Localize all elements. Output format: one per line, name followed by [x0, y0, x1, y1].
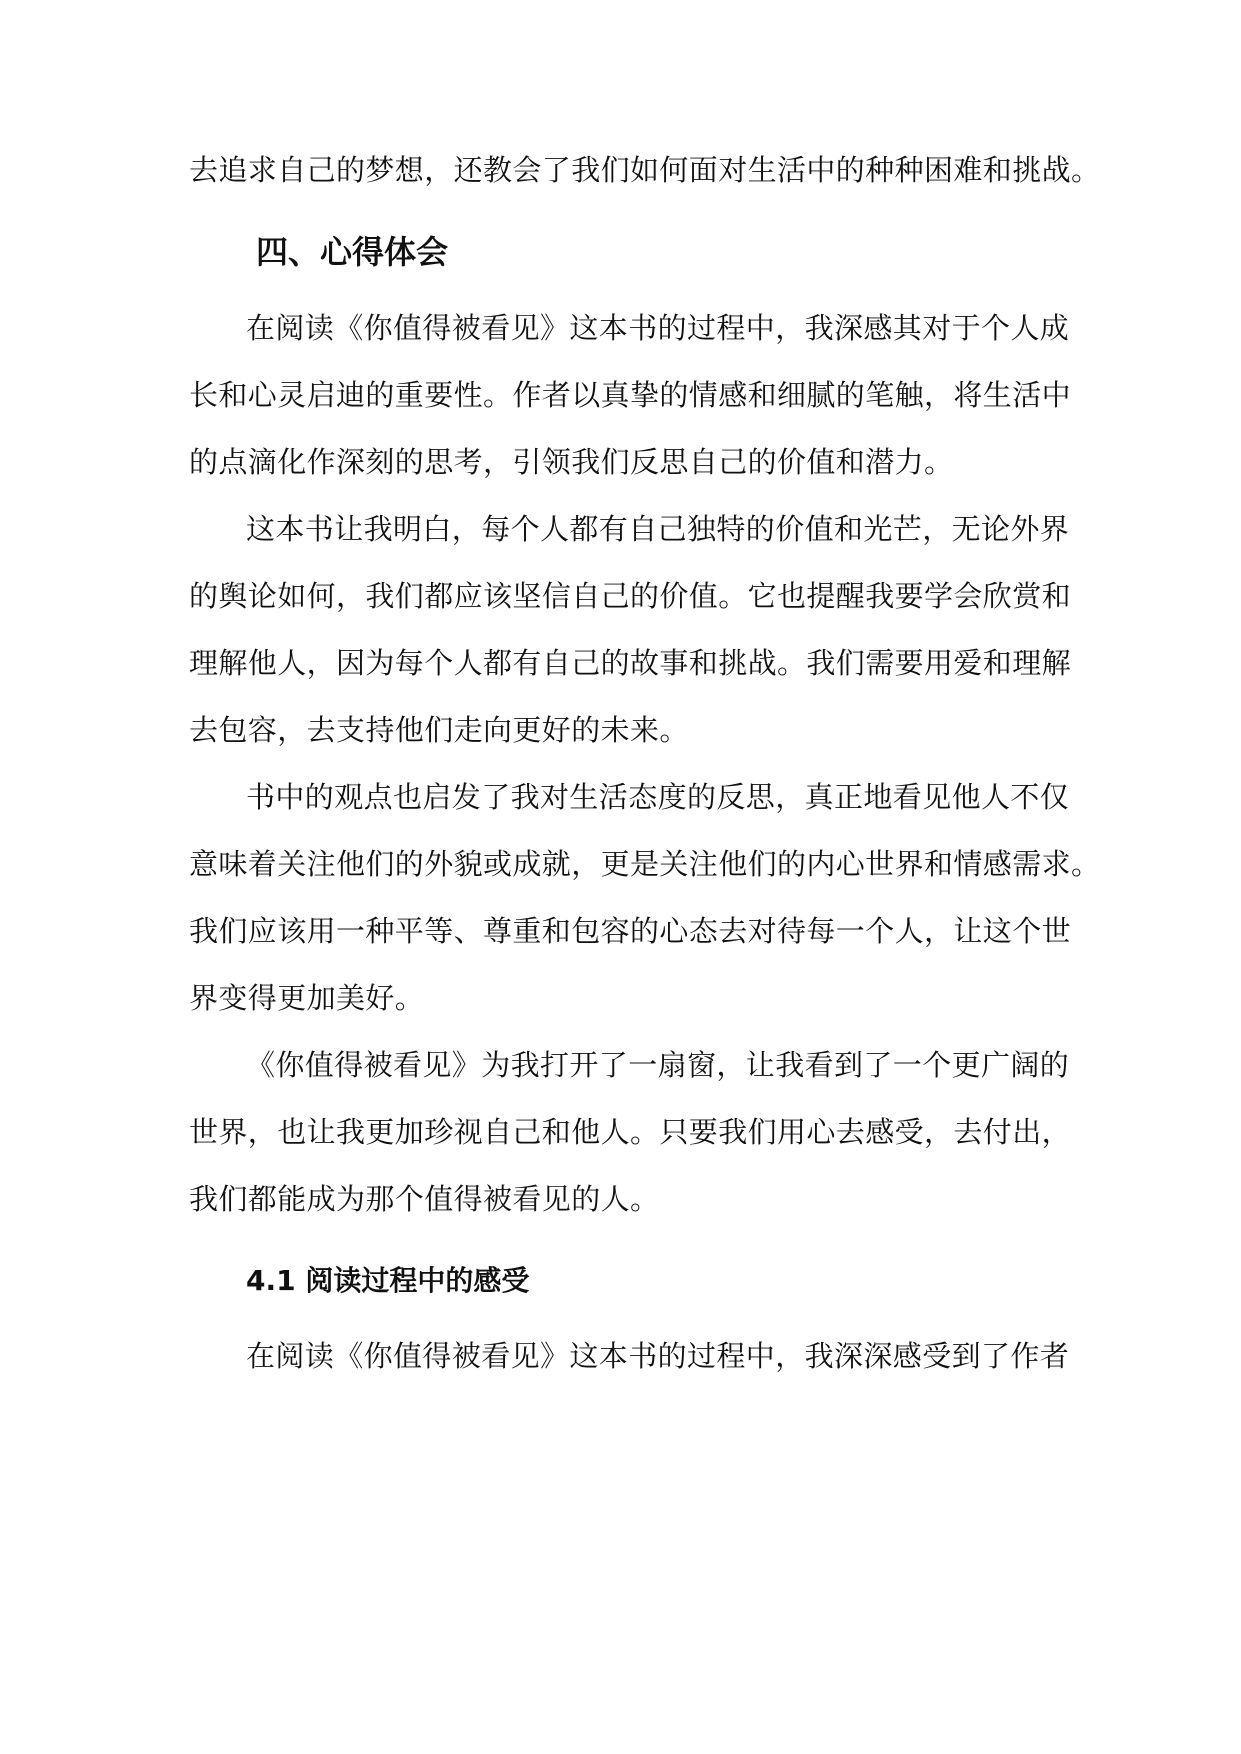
paragraph-line: 在阅读《你值得被看见》这本书的过程中，我深深感受到了作者	[246, 1339, 1070, 1373]
paragraph-line: 的舆论如何，我们都应该坚信自己的价值。它也提醒我要学会欣赏和	[189, 579, 1072, 613]
paragraph-line: 世界，也让我更加珍视自己和他人。只要我们用心去感受，去付出，	[189, 1115, 1072, 1149]
paragraph-line: 我们应该用一种平等、尊重和包容的心态去对待每一个人，让这个世	[189, 914, 1072, 948]
paragraph-line: 书中的观点也启发了我对生活态度的反思，真正地看见他人不仅	[246, 780, 1070, 814]
paragraph-line: 这本书让我明白，每个人都有自己独特的价值和光芒，无论外界	[246, 512, 1070, 546]
section-heading: 四、心得体会	[256, 233, 449, 271]
paragraph-line: 长和心灵启迪的重要性。作者以真挚的情感和细腻的笔触，将生活中	[189, 378, 1072, 412]
paragraph-line: 理解他人，因为每个人都有自己的故事和挑战。我们需要用爱和理解	[189, 646, 1072, 680]
paragraph-line: 去包容，去支持他们走向更好的未来。	[189, 713, 689, 747]
paragraph-line: 在阅读《你值得被看见》这本书的过程中，我深感其对于个人成	[246, 311, 1070, 345]
paragraph-line: 的点滴化作深刻的思考，引领我们反思自己的价值和潜力。	[189, 445, 954, 479]
paragraph-line: 去追求自己的梦想，还教会了我们如何面对生活中的种种困难和挑战。	[189, 153, 1101, 187]
paragraph-line: 《你值得被看见》为我打开了一扇窗，让我看到了一个更广阔的	[246, 1048, 1070, 1082]
subsection-heading: 4.1 阅读过程中的感受	[246, 1264, 530, 1297]
paragraph-line: 意味着关注他们的外貌或成就，更是关注他们的内心世界和情感需求。	[189, 847, 1101, 881]
paragraph-line: 界变得更加美好。	[189, 981, 425, 1015]
paragraph-line: 我们都能成为那个值得被看见的人。	[189, 1182, 660, 1216]
